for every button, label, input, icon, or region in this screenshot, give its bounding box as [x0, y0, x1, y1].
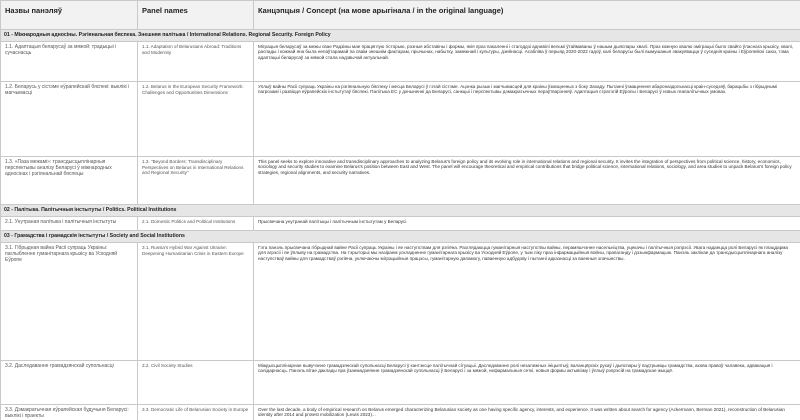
panel-name-en[interactable]: 1.2. Belarus in the European Security Framework: Challenges and Opportunities Dimensions: [138, 82, 254, 157]
panel-concept[interactable]: Міграцыя беларусаў за межы свае Радзімы мае працяглую гісторыю, розныя абставіны і формы, якія праз пакаленні і стагоддзі аднавілі вельмі ўтаймаваны ў нашым дыяспары хвалі. Праз кожную хвалю эміграцыі было свайго ўласнага крызісу, хвалі, распады і кожнай яна была непаўтарамай па сваім знешнім фактарам, прычынах, набытку, замежнай і культуры, дзейнасці. Асабліва ў перыяд 2020-2022 гадоў, калі беларусы былі вымушаныя эвакуявацца ў суседнія краіны і Еўропейскі саюз, тэма адаптацыі беларусаў за мяжой стала надзвычай актуальнай.: [254, 42, 800, 82]
col-header-panel-names-en[interactable]: Panel names: [138, 1, 254, 30]
table-row: [1, 361, 800, 405]
panel-name-be[interactable]: 1.3. «Паза межамі»: трансдысцыплінарныя перспектывы аналізу Беларусі ў міжнародных адносінах і рэгіянальнай бяспецы: [1, 157, 138, 205]
panel-concept[interactable]: Гэта панэль прысвечана гібрыднай вайне Расіі супраць Украіны і яе наступствам для рэгіёна. Разглядаюцца гуманітарныя наступствы вайны, перамяшчэнне насельніцтва, уцекачы і палітычныя рэпрэсіі. Увага надаецца ролі Беларусі як плацдарма для агрэсіі і яе ўплыву на грамадства. На тэрыторыі мы назіраем ускладненне гуманітарнага крызісу ва Усходняй Еўропе, у тым ліку праз інфармацыйныя войны, прапаганду і дэзынфармацыю. Панэль заклікае да трансдысцыплінарнага аналізу наступстваў вайны для грамадстваў рэгіёна, уключаючы міграцыйныя працэсы, гуманітарную дапамогу, паваенную адбудову і пытанні адказнасці за ваенныя злачынствы.: [254, 243, 800, 361]
col-header-panel-names-be[interactable]: Назвы панэляў: [1, 1, 138, 30]
panel-concept[interactable]: Міждысцыплінарнае вывучэнне грамадзянскай супольнасці Беларусі ў кантэксце палітычнай сітуацыі. Даследаванне ролі незалежных ініцыятыў, валанцёрскіх рухаў і дыяспары ў падтрымцы грамадства, ахова правоў чалавека, адвакацыя і салідарнасць. Панэль вітае даклады пра ўзаемадзеянне грамадзянскай супольнасці ў Беларусі і за мяжой, нефармальныя сеткі, новыя формы актывізму і ўплыў рэпрэсій на грамадскае жыццё.: [254, 361, 800, 405]
section-title[interactable]: 02 - Палітыка. Палітычныя інстытуты / Politics. Political Institutions: [1, 205, 800, 217]
panel-name-be[interactable]: 2.1. Унутраная палітыка і палітычныя інстытуты: [1, 217, 138, 231]
section-row: [1, 30, 800, 42]
panel-concept[interactable]: Прысвечана унутранай палітыцы і палітычным інстытутам у Беларусі: [254, 217, 800, 231]
panel-name-en[interactable]: 1.3. "Beyond Borders: Transdisciplinary Perspectives on Belarus in International Relations and Regional Security": [138, 157, 254, 205]
panel-name-en[interactable]: 3.1. Russia's Hybrid War Against Ukraine: Deepening Humanitarian Crisis in Eastern Europe: [138, 243, 254, 361]
table-row: [1, 243, 800, 361]
panel-name-be[interactable]: 1.1. Адаптацыя беларусаў за мяжой: традыцыі і сучаснасць: [1, 42, 138, 82]
panel-name-be[interactable]: 3.1. Гібрыдная вайна Расіі супраць Украіны: паглыбленне гуманітарнага крызісу ва Усходняй Еўропе: [1, 243, 138, 361]
panel-name-en[interactable]: 3.3. Democratic Life of Belarusian Society in Europe: [138, 405, 254, 420]
panel-name-be[interactable]: 3.3. Дэмакратычная еўрапейская будучыня Беларусі: выклікі і праекты: [1, 405, 138, 420]
section-title[interactable]: 03 - Грамадства і грамадскія інстытуты / Society and Social Institutions: [1, 231, 800, 243]
panel-name-en[interactable]: 3.2. Civil Society Studies: [138, 361, 254, 405]
table-row: [1, 217, 800, 231]
panel-concept[interactable]: Over the last decade, a body of empirical research on Belarus emerged characterizing Belarusian society as one having specific agency, interests, and experience. It was written about search for agency (Ackermann, Berman 2021), reconstruction of Belarusian identity after 2014 and protest mobilization (Lewis 2023)...: [254, 405, 800, 420]
panel-concept[interactable]: Уплыў вайны Расіі супраць Украіны на рэгіянальную бяспеку і месца Беларусі ў гэтай сістэме. Ацэнка рызык і магчымасцей для краіны ўзмоцненых з боку Захаду. Пытанні ўзмацнення абароназдольнасці краін-суседзяў, барацьбы з гібрыднымі пагрозамі і развіцця еўрапейскіх інстытутаў бяспекі. Палітыка ЕС у дачыненні да Беларусі, санкцыі і перспектывы дэмакратычных пераўтварэнняў. Адаптацыя стратэгій Еўропы і Беларусі ў новых геапалітычных умовах.: [254, 82, 800, 157]
panel-name-en[interactable]: 1.1. Adaptation of Belarusians Abroad: Traditions and Modernity: [138, 42, 254, 82]
panel-name-en[interactable]: 2.1. Domestic Politics and Political Institutions: [138, 217, 254, 231]
panel-concept[interactable]: This panel seeks to explore innovative and transdisciplinary approaches to analyzing Belarus's foreign policy and its evolving role in international relations and regional security. It invites the integration of perspectives from political science, history, economics, sociology and security studies to examine Belarus's position between East and West. The panel will encourage theoretical and empirical contributions that bridge political science, international relations, sociology, and area studies to unpack Belarus's foreign policy strategies, regional alignments, and security narratives.: [254, 157, 800, 205]
panel-name-be[interactable]: 3.2. Даследаванне грамадзянскай супольнасці: [1, 361, 138, 405]
col-header-concept[interactable]: Канцэпцыя / Concept (на мове арыгінала / in the original language): [254, 1, 800, 30]
section-row: [1, 231, 800, 243]
table-row: [1, 405, 800, 420]
header-row: [1, 1, 800, 30]
section-row: [1, 205, 800, 217]
section-title[interactable]: 01 - Міжнародныя адносіны. Рэгіянальная бяспека. Знешняя палітыка / International Relations. Regional Security. Foreign Policy: [1, 30, 800, 42]
table-row: [1, 157, 800, 205]
table-row: [1, 82, 800, 157]
table-row: [1, 42, 800, 82]
panel-name-be[interactable]: 1.2. Беларусь у сістэме еўрапейскай бяспекі: выклікі і магчымасці: [1, 82, 138, 157]
